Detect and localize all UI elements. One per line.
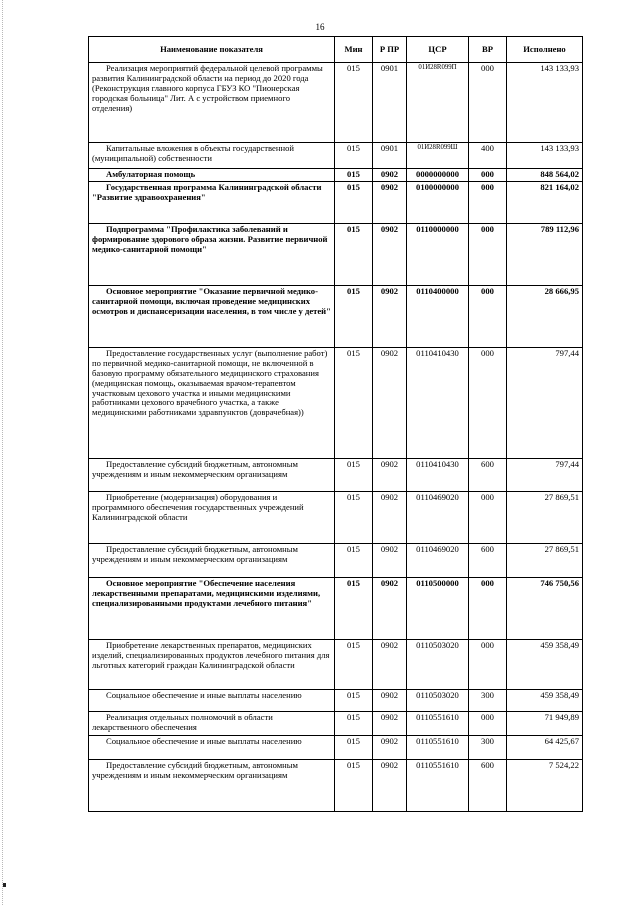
row-name-cell: Основное мероприятие "Оказание первичной медико-санитарной помощи, включая проведение медицинских осмотров и диспансеризации населения, в том числе у детей"	[89, 286, 335, 348]
row-ministry-cell: 015	[335, 182, 373, 224]
row-name-cell: Предоставление государственных услуг (выполнение работ) по первичной медико-санитарной помощи, не включенной в базовую программу обязательного медицинского страхования (медицинская помощь, оказываемая врачом-терапевтом участковым цехового участка и иными медицинскими работниками цехового врачебного участка, а также медицинскими работниками здравпунктов (доврачебная))	[89, 348, 335, 459]
row-name-cell: Основное мероприятие "Обеспечение населения лекарственными препаратами, медицинскими изделиями, специализированными продуктами лечебного питания"	[89, 578, 335, 640]
row-name-cell: Приобретение (модернизация) оборудования и программного обеспечения государственных учреждений Калининградской области	[89, 492, 335, 544]
row-section-cell: 0902	[373, 712, 407, 736]
row-ministry-cell: 015	[335, 63, 373, 143]
row-section-cell: 0902	[373, 492, 407, 544]
header-ministry: Мин	[335, 37, 373, 63]
scan-mark	[3, 883, 6, 887]
table-body	[89, 63, 583, 812]
row-target-article-cell: 0110469020	[407, 492, 469, 544]
row-expense-type-cell: 600	[469, 459, 507, 492]
row-ministry-cell: 015	[335, 286, 373, 348]
row-target-article-cell: 0110503020	[407, 690, 469, 712]
table-row	[89, 712, 583, 736]
row-expense-type-cell: 600	[469, 760, 507, 812]
row-name-cell: Амбулаторная помощь	[89, 169, 335, 182]
row-name-cell: Предоставление субсидий бюджетным, автономным учреждениям и иным некоммерческим организациям	[89, 760, 335, 812]
row-section-cell: 0902	[373, 544, 407, 578]
row-expense-type-cell: 000	[469, 578, 507, 640]
row-target-article-cell: 0110500000	[407, 578, 469, 640]
row-expense-type-cell: 400	[469, 143, 507, 169]
row-name-cell: Реализация отдельных полномочий в области лекарственного обеспечения	[89, 712, 335, 736]
row-ministry-cell: 015	[335, 736, 373, 760]
row-expense-type-cell: 300	[469, 736, 507, 760]
row-executed-cell: 27 869,51	[507, 544, 583, 578]
row-section-cell: 0902	[373, 760, 407, 812]
row-target-article-cell: 0100000000	[407, 182, 469, 224]
row-ministry-cell: 015	[335, 143, 373, 169]
row-ministry-cell: 015	[335, 712, 373, 736]
row-executed-cell: 797,44	[507, 459, 583, 492]
row-section-cell: 0902	[373, 169, 407, 182]
row-executed-cell: 143 133,93	[507, 143, 583, 169]
row-section-cell: 0902	[373, 182, 407, 224]
header-target-article: ЦСР	[407, 37, 469, 63]
row-executed-cell: 71 949,89	[507, 712, 583, 736]
table-row	[89, 544, 583, 578]
row-expense-type-cell: 000	[469, 640, 507, 690]
table-row	[89, 492, 583, 544]
row-executed-cell: 28 666,95	[507, 286, 583, 348]
table-row	[89, 286, 583, 348]
table-row	[89, 640, 583, 690]
table-row	[89, 578, 583, 640]
row-executed-cell: 848 564,02	[507, 169, 583, 182]
table-row	[89, 348, 583, 459]
row-section-cell: 0902	[373, 640, 407, 690]
row-target-article-cell: 01И28R099П	[407, 63, 469, 143]
row-section-cell: 0902	[373, 736, 407, 760]
row-name-cell: Социальное обеспечение и иные выплаты населению	[89, 690, 335, 712]
table-row	[89, 760, 583, 812]
table-row	[89, 736, 583, 760]
row-section-cell: 0902	[373, 578, 407, 640]
row-name-cell: Реализация мероприятий федеральной целевой программы развития Калининградской области на период до 2020 года (Реконструкция главного корпуса ГБУЗ КО "Пионерская городская больница" Лит. А с устройством приемного отделения)	[89, 63, 335, 143]
row-executed-cell: 7 524,22	[507, 760, 583, 812]
header-indicator-name: Наименование показателя	[89, 37, 335, 63]
row-section-cell: 0902	[373, 286, 407, 348]
row-target-article-cell: 0000000000	[407, 169, 469, 182]
row-expense-type-cell: 000	[469, 224, 507, 286]
page-number: 16	[315, 22, 325, 32]
row-expense-type-cell: 000	[469, 492, 507, 544]
row-section-cell: 0901	[373, 63, 407, 143]
table-row	[89, 63, 583, 143]
row-target-article-cell: 0110503020	[407, 640, 469, 690]
budget-table	[88, 36, 583, 812]
row-ministry-cell: 015	[335, 459, 373, 492]
row-target-article-cell: 0110551610	[407, 712, 469, 736]
table-row	[89, 143, 583, 169]
row-name-cell: Предоставление субсидий бюджетным, автономным учреждениям и иным некоммерческим организациям	[89, 544, 335, 578]
row-name-cell: Подпрограмма "Профилактика заболеваний и формирование здорового образа жизни. Развитие первичной медико-санитарной помощи"	[89, 224, 335, 286]
row-expense-type-cell: 300	[469, 690, 507, 712]
row-target-article-cell: 0110410430	[407, 348, 469, 459]
row-expense-type-cell: 000	[469, 182, 507, 224]
scan-edge-line	[2, 0, 4, 905]
table-header-row	[89, 37, 583, 63]
row-target-article-cell: 0110000000	[407, 224, 469, 286]
row-executed-cell: 797,44	[507, 348, 583, 459]
table-row	[89, 459, 583, 492]
row-expense-type-cell: 600	[469, 544, 507, 578]
row-ministry-cell: 015	[335, 169, 373, 182]
row-expense-type-cell: 000	[469, 712, 507, 736]
table-row	[89, 224, 583, 286]
table-row	[89, 690, 583, 712]
row-name-cell: Предоставление субсидий бюджетным, автономным учреждениям и иным некоммерческим организациям	[89, 459, 335, 492]
row-ministry-cell: 015	[335, 578, 373, 640]
table-row	[89, 169, 583, 182]
header-section: Р ПР	[373, 37, 407, 63]
row-ministry-cell: 015	[335, 640, 373, 690]
row-ministry-cell: 015	[335, 760, 373, 812]
row-executed-cell: 27 869,51	[507, 492, 583, 544]
row-target-article-cell: 0110551610	[407, 736, 469, 760]
row-section-cell: 0902	[373, 459, 407, 492]
row-executed-cell: 789 112,96	[507, 224, 583, 286]
row-name-cell: Социальное обеспечение и иные выплаты населению	[89, 736, 335, 760]
row-ministry-cell: 015	[335, 492, 373, 544]
row-expense-type-cell: 000	[469, 286, 507, 348]
row-name-cell: Капитальные вложения в объекты государственной (муниципальной) собственности	[89, 143, 335, 169]
table-row	[89, 182, 583, 224]
row-executed-cell: 64 425,67	[507, 736, 583, 760]
header-executed: Исполнено	[507, 37, 583, 63]
header-expense-type: ВР	[469, 37, 507, 63]
row-ministry-cell: 015	[335, 224, 373, 286]
row-expense-type-cell: 000	[469, 63, 507, 143]
row-expense-type-cell: 000	[469, 348, 507, 459]
row-section-cell: 0902	[373, 224, 407, 286]
row-executed-cell: 459 358,49	[507, 690, 583, 712]
row-executed-cell: 821 164,02	[507, 182, 583, 224]
row-section-cell: 0901	[373, 143, 407, 169]
row-section-cell: 0902	[373, 690, 407, 712]
row-target-article-cell: 01И28R099Ш	[407, 143, 469, 169]
row-target-article-cell: 0110400000	[407, 286, 469, 348]
row-name-cell: Приобретение лекарственных препаратов, медицинских изделий, специализированных продуктов лечебного питания для льготных категорий граждан Калининградской области	[89, 640, 335, 690]
row-target-article-cell: 0110551610	[407, 760, 469, 812]
row-name-cell: Государственная программа Калининградской области "Развитие здравоохранения"	[89, 182, 335, 224]
row-executed-cell: 459 358,49	[507, 640, 583, 690]
row-section-cell: 0902	[373, 348, 407, 459]
row-target-article-cell: 0110410430	[407, 459, 469, 492]
row-target-article-cell: 0110469020	[407, 544, 469, 578]
row-expense-type-cell: 000	[469, 169, 507, 182]
row-ministry-cell: 015	[335, 348, 373, 459]
row-executed-cell: 746 750,56	[507, 578, 583, 640]
row-executed-cell: 143 133,93	[507, 63, 583, 143]
row-ministry-cell: 015	[335, 690, 373, 712]
row-ministry-cell: 015	[335, 544, 373, 578]
